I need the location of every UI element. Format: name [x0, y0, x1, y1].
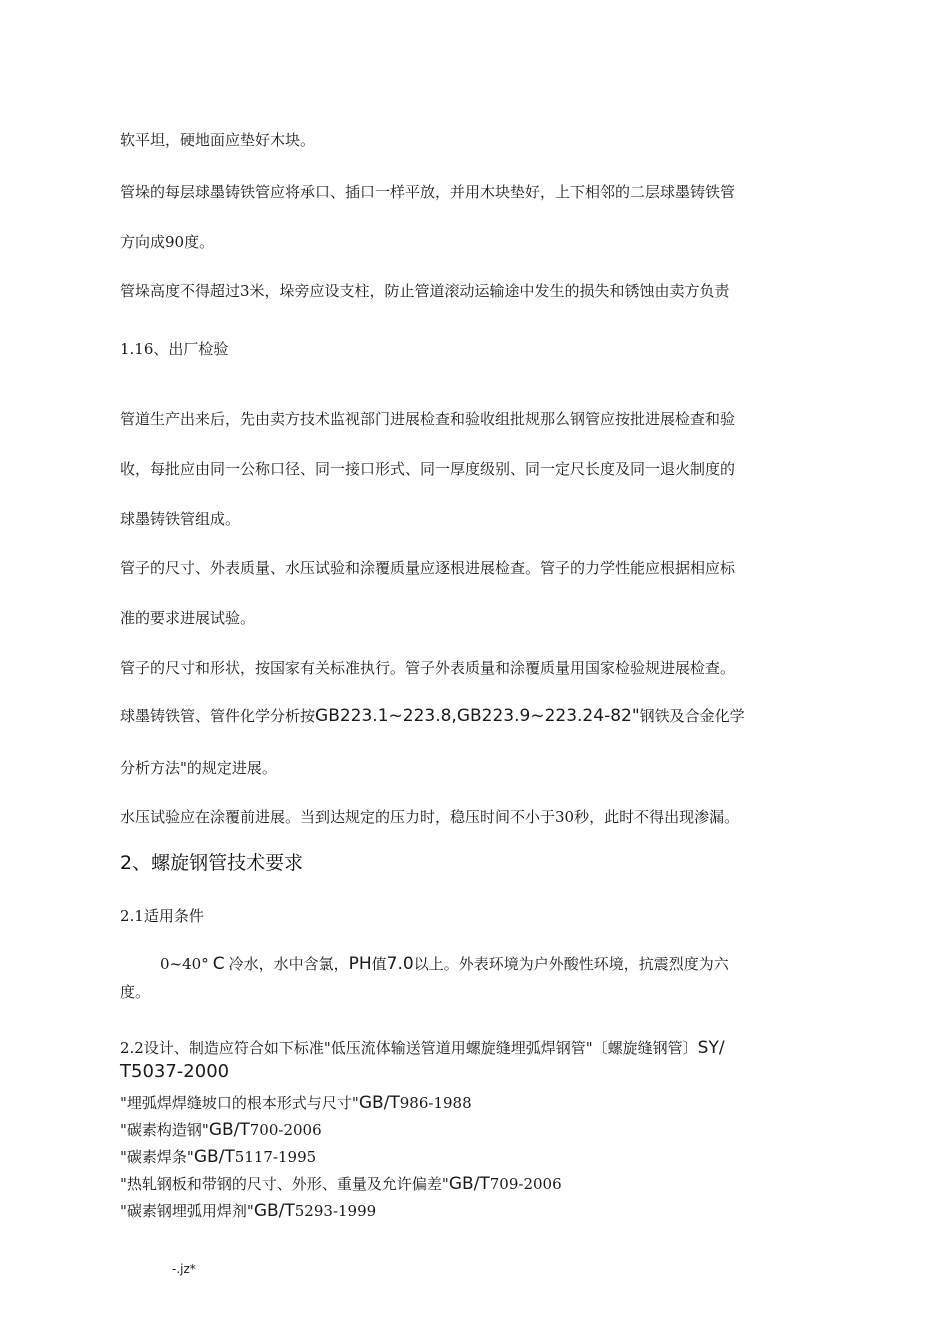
para-line-12	[120, 705, 745, 726]
ref-line	[120, 1119, 322, 1140]
para-line-13: 分析方法"的规定进展。	[120, 759, 277, 777]
para-line-10: 准的要求进展试验。	[120, 609, 256, 627]
ref-prefix: GB/T	[448, 1174, 490, 1194]
std-text-a: 2.2设计、制造应符合如下标准"低压流体输送管道用螺旋缝埋弧焊钢管"〔螺旋缝钢管〕	[120, 1039, 698, 1057]
para-line-8: 球墨铸铁管组成。	[120, 510, 241, 528]
ref-prefix: GB/T	[193, 1147, 235, 1167]
heading-section-2: 2、螺旋钢管技术要求	[120, 852, 304, 874]
ref-number: 5117-1995	[234, 1148, 317, 1166]
para-line-9: 管子的尺寸、外表质量、水压试验和涂覆质量应逐根进展检查。管子的力学性能应根据相应标	[120, 559, 736, 577]
ref-title: "埋弧焊焊缝坡口的根本形式与尺寸"	[120, 1094, 359, 1112]
line12-standard: GB223.1~223.8,GB223.9~223.24-82"	[315, 706, 640, 726]
cond-unit: C	[212, 954, 225, 974]
ref-prefix: GB/T	[358, 1093, 400, 1113]
page-footer: -.jz*	[172, 1262, 196, 1276]
para-line-6: 管道生产出来后，先由卖方技术监视部门进展检查和验收组批规那么钢管应按批进展检查和验	[120, 410, 736, 428]
section-title-1-16: 1.16、出厂检验	[120, 340, 229, 358]
para-line-11: 管子的尺寸和形状，按国家有关标准执行。管子外表质量和涂覆质量用国家检验规进展检查。	[120, 659, 736, 677]
line12-text-a: 球墨铸铁管、管件化学分析按	[120, 707, 316, 725]
subheading-2-1: 2.1适用条件	[120, 907, 204, 925]
para-line-4: 管垛高度不得超过3米，垛旁应设支柱，防止管道滚动运输途中发生的损失和锈蚀由卖方负责	[120, 282, 730, 300]
cond-ph: PH	[348, 954, 372, 974]
ref-prefix: GB/T	[253, 1201, 295, 1221]
ref-title: "碳素钢埋弧用焊剂"	[120, 1202, 254, 1220]
ref-line	[120, 1092, 472, 1113]
standards-code: T5037-2000	[120, 1061, 230, 1082]
ref-line	[120, 1200, 376, 1221]
para-line-1: 软平坦，硬地面应垫好木块。	[120, 131, 316, 149]
line12-text-c: 钢铁及合金化学	[639, 707, 745, 725]
standards-line	[120, 1037, 725, 1058]
condition-line-2: 度。	[120, 983, 151, 1001]
ref-number: 709-2006	[489, 1175, 562, 1193]
ref-number: 986-1988	[399, 1094, 472, 1112]
std-code-a: SY/	[697, 1038, 725, 1058]
para-line-7: 收，每批应由同一公称口径、同一接口形式、同一厚度级别、同一定尺长度及同一退火制度的	[120, 460, 736, 478]
cond-temp: 0~40°	[160, 955, 209, 973]
para-line-3: 方向成90度。	[120, 233, 215, 251]
condition-line	[160, 953, 729, 974]
ref-title: "碳素焊条"	[120, 1148, 194, 1166]
ref-number: 5293-1999	[294, 1202, 377, 1220]
ref-line	[120, 1146, 316, 1167]
ref-number: 700-2006	[249, 1121, 322, 1139]
ref-title: "热轧钢板和带钢的尺寸、外形、重量及允许偏差"	[120, 1175, 449, 1193]
para-line-14: 水压试验应在涂覆前进展。当到达规定的压力时，稳压时间不小于30秒，此时不得出现渗漏。	[120, 808, 740, 826]
para-line-2: 管垛的每层球墨铸铁管应将承口、插口一样平放，并用木块垫好，上下相邻的二层球墨铸铁管	[120, 183, 736, 201]
cond-ph-value: 7.0	[386, 954, 414, 974]
cond-text-e: 值	[371, 955, 387, 973]
ref-prefix: GB/T	[208, 1120, 250, 1140]
cond-text-c: 冷水，水中含氯，	[228, 955, 349, 973]
cond-text-g: 以上。外表环境为户外酸性环境，抗震烈度为六	[413, 955, 729, 973]
ref-title: "碳素构造钢"	[120, 1121, 209, 1139]
ref-line	[120, 1173, 562, 1194]
